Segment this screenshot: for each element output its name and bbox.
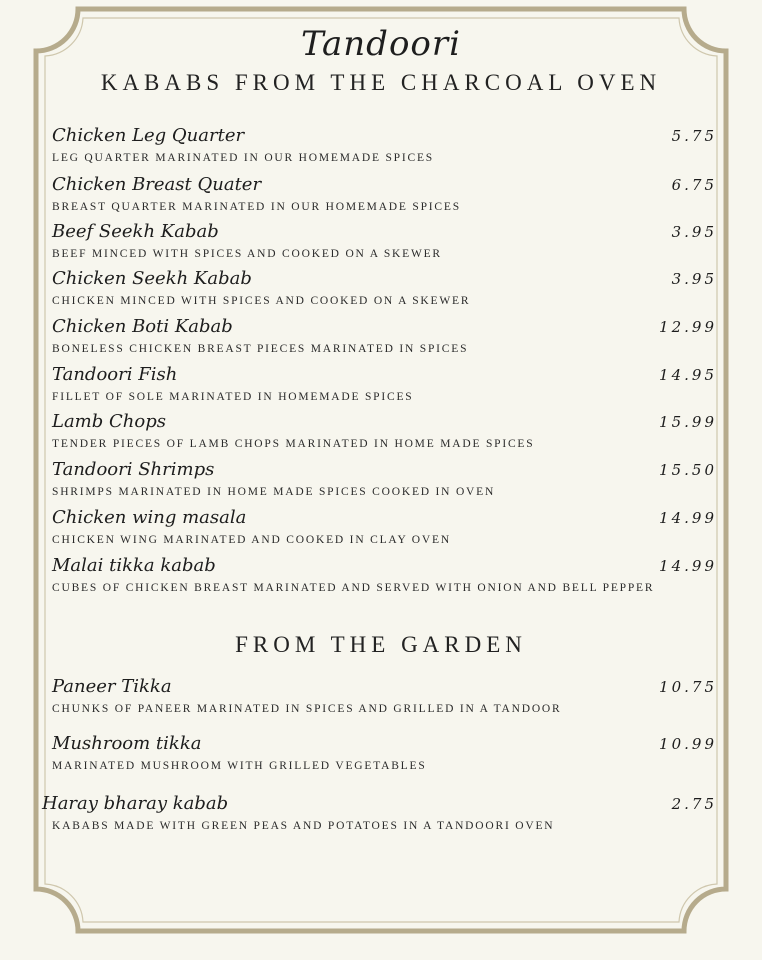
item-price: 10.75 [659, 678, 717, 696]
item-price: 14.99 [659, 557, 717, 575]
item-description: CHUNKS OF PANEER MARINATED IN SPICES AND GRILLED IN A TANDOOR [52, 703, 562, 715]
item-price: 14.95 [659, 366, 717, 384]
item-description: CHICKEN WING MARINATED AND COOKED IN CLAY OVEN [52, 534, 451, 546]
item-price: 15.99 [659, 413, 717, 431]
item-name: Chicken Seekh Kabab [52, 268, 252, 289]
item-price: 5.75 [671, 127, 717, 145]
item-description: MARINATED MUSHROOM WITH GRILLED VEGETABLES [52, 760, 427, 772]
item-description: BEEF MINCED WITH SPICES AND COOKED ON A SKEWER [52, 248, 442, 260]
item-description: BONELESS CHICKEN BREAST PIECES MARINATED IN SPICES [52, 343, 469, 355]
item-name: Chicken Breast Quater [52, 174, 262, 195]
item-name: Chicken wing masala [52, 507, 247, 528]
item-name: Tandoori Shrimps [52, 459, 215, 480]
item-name: Haray bharay kabab [42, 793, 229, 814]
item-name: Malai tikka kabab [52, 555, 216, 576]
item-description: TENDER PIECES OF LAMB CHOPS MARINATED IN HOME MADE SPICES [52, 438, 535, 450]
item-description: CHICKEN MINCED WITH SPICES AND COOKED ON A SKEWER [52, 295, 471, 307]
item-price: 6.75 [671, 176, 717, 194]
menu-title: Tandoori [300, 24, 462, 64]
item-name: Chicken Boti Kabab [52, 316, 233, 337]
item-price: 3.95 [671, 223, 717, 241]
kababs-section-heading: KABABS FROM THE CHARCOAL OVEN [100, 70, 662, 95]
item-name: Tandoori Fish [52, 364, 178, 385]
item-name: Chicken Leg Quarter [52, 125, 245, 146]
item-name: Lamb Chops [52, 411, 166, 432]
item-description: BREAST QUARTER MARINATED IN OUR HOMEMADE SPICES [52, 201, 461, 213]
item-name: Paneer Tikka [52, 676, 172, 697]
item-description: CUBES OF CHICKEN BREAST MARINATED AND SERVED WITH ONION AND BELL PEPPER [52, 582, 655, 594]
garden-section-heading: FROM THE GARDEN [235, 632, 527, 657]
item-price: 10.99 [659, 735, 717, 753]
item-description: KABABS MADE WITH GREEN PEAS AND POTATOES IN A TANDOORI OVEN [52, 820, 555, 832]
item-price: 12.99 [659, 318, 717, 336]
item-description: SHRIMPS MARINATED IN HOME MADE SPICES COOKED IN OVEN [52, 486, 496, 498]
item-price: 14.99 [659, 509, 717, 527]
item-price: 2.75 [671, 795, 717, 813]
item-description: LEG QUARTER MARINATED IN OUR HOMEMADE SPICES [52, 152, 434, 164]
item-name: Mushroom tikka [52, 733, 202, 754]
item-name: Beef Seekh Kabab [52, 221, 219, 242]
item-description: FILLET OF SOLE MARINATED IN HOMEMADE SPICES [52, 391, 414, 403]
item-price: 15.50 [659, 461, 717, 479]
item-price: 3.95 [671, 270, 717, 288]
